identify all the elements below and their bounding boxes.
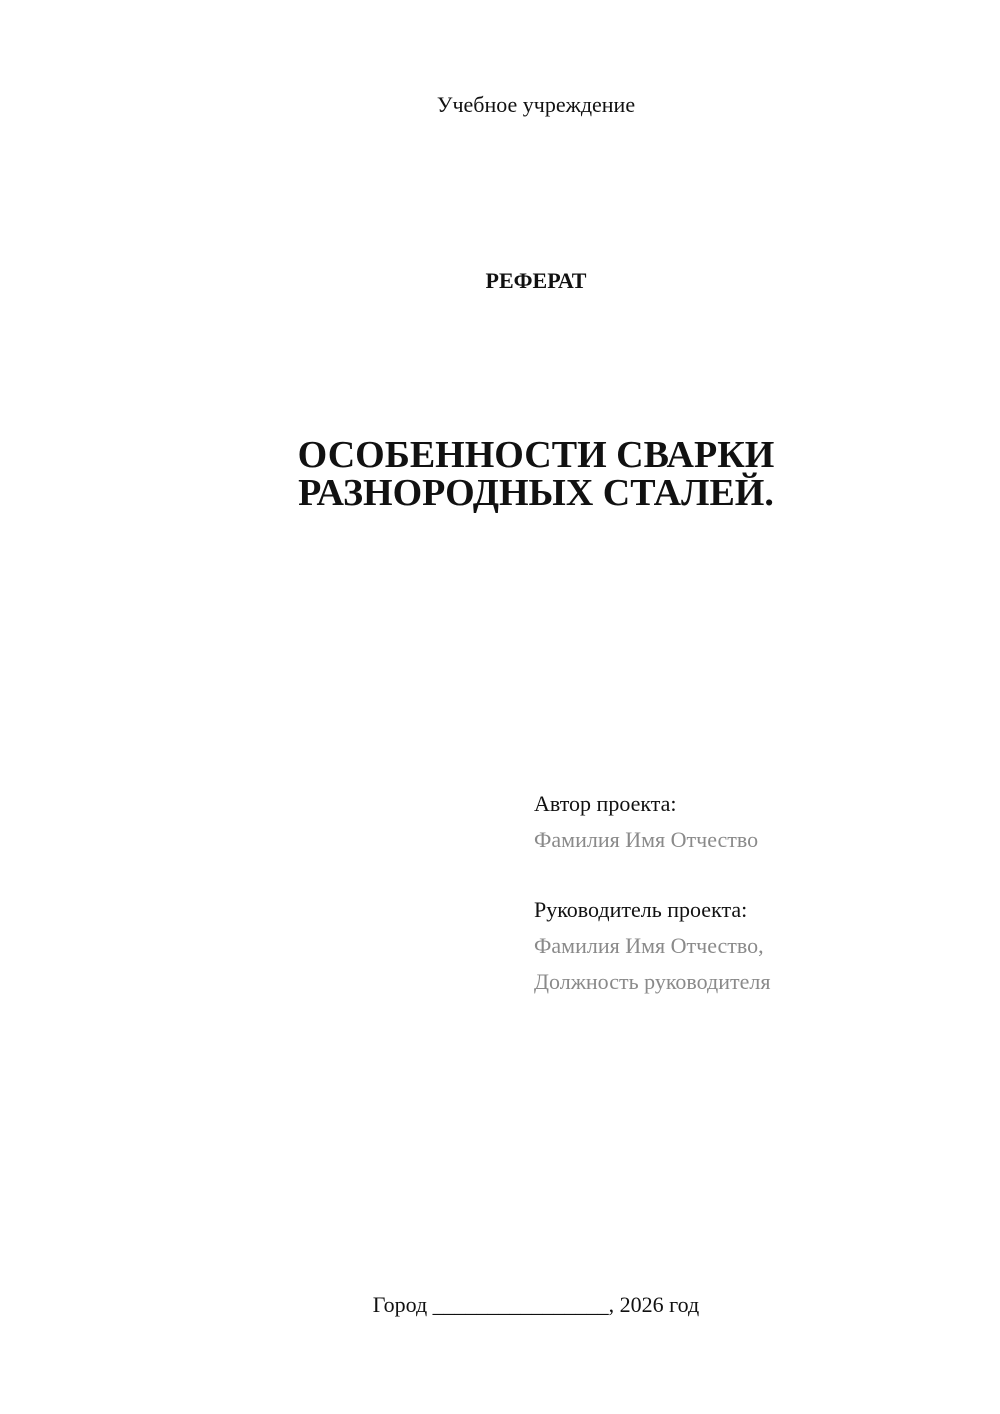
topic-line: ОСОБЕННОСТИ СВАРКИ <box>297 434 775 476</box>
document-topic <box>0 436 1000 512</box>
document-type: РЕФЕРАТ <box>485 268 587 293</box>
credits-block <box>534 786 974 1000</box>
supervisor-position: Должность руководителя <box>534 969 771 994</box>
supervisor-label: Руководитель проекта: <box>534 897 748 922</box>
credits-spacer <box>534 858 974 892</box>
city-year-line <box>0 1290 1000 1320</box>
author-name: Фамилия Имя Отчество <box>534 827 759 852</box>
supervisor-name: Фамилия Имя Отчество, <box>534 933 764 958</box>
year-text: , 2026 год <box>608 1292 700 1317</box>
institution-name: Учебное учреждение <box>436 92 636 117</box>
author-label: Автор проекта: <box>534 791 677 816</box>
city-blank: ________________ <box>432 1292 609 1317</box>
city-label: Город <box>372 1292 428 1317</box>
topic-line: РАЗНОРОДНЫХ СТАЛЕЙ. <box>298 472 774 514</box>
